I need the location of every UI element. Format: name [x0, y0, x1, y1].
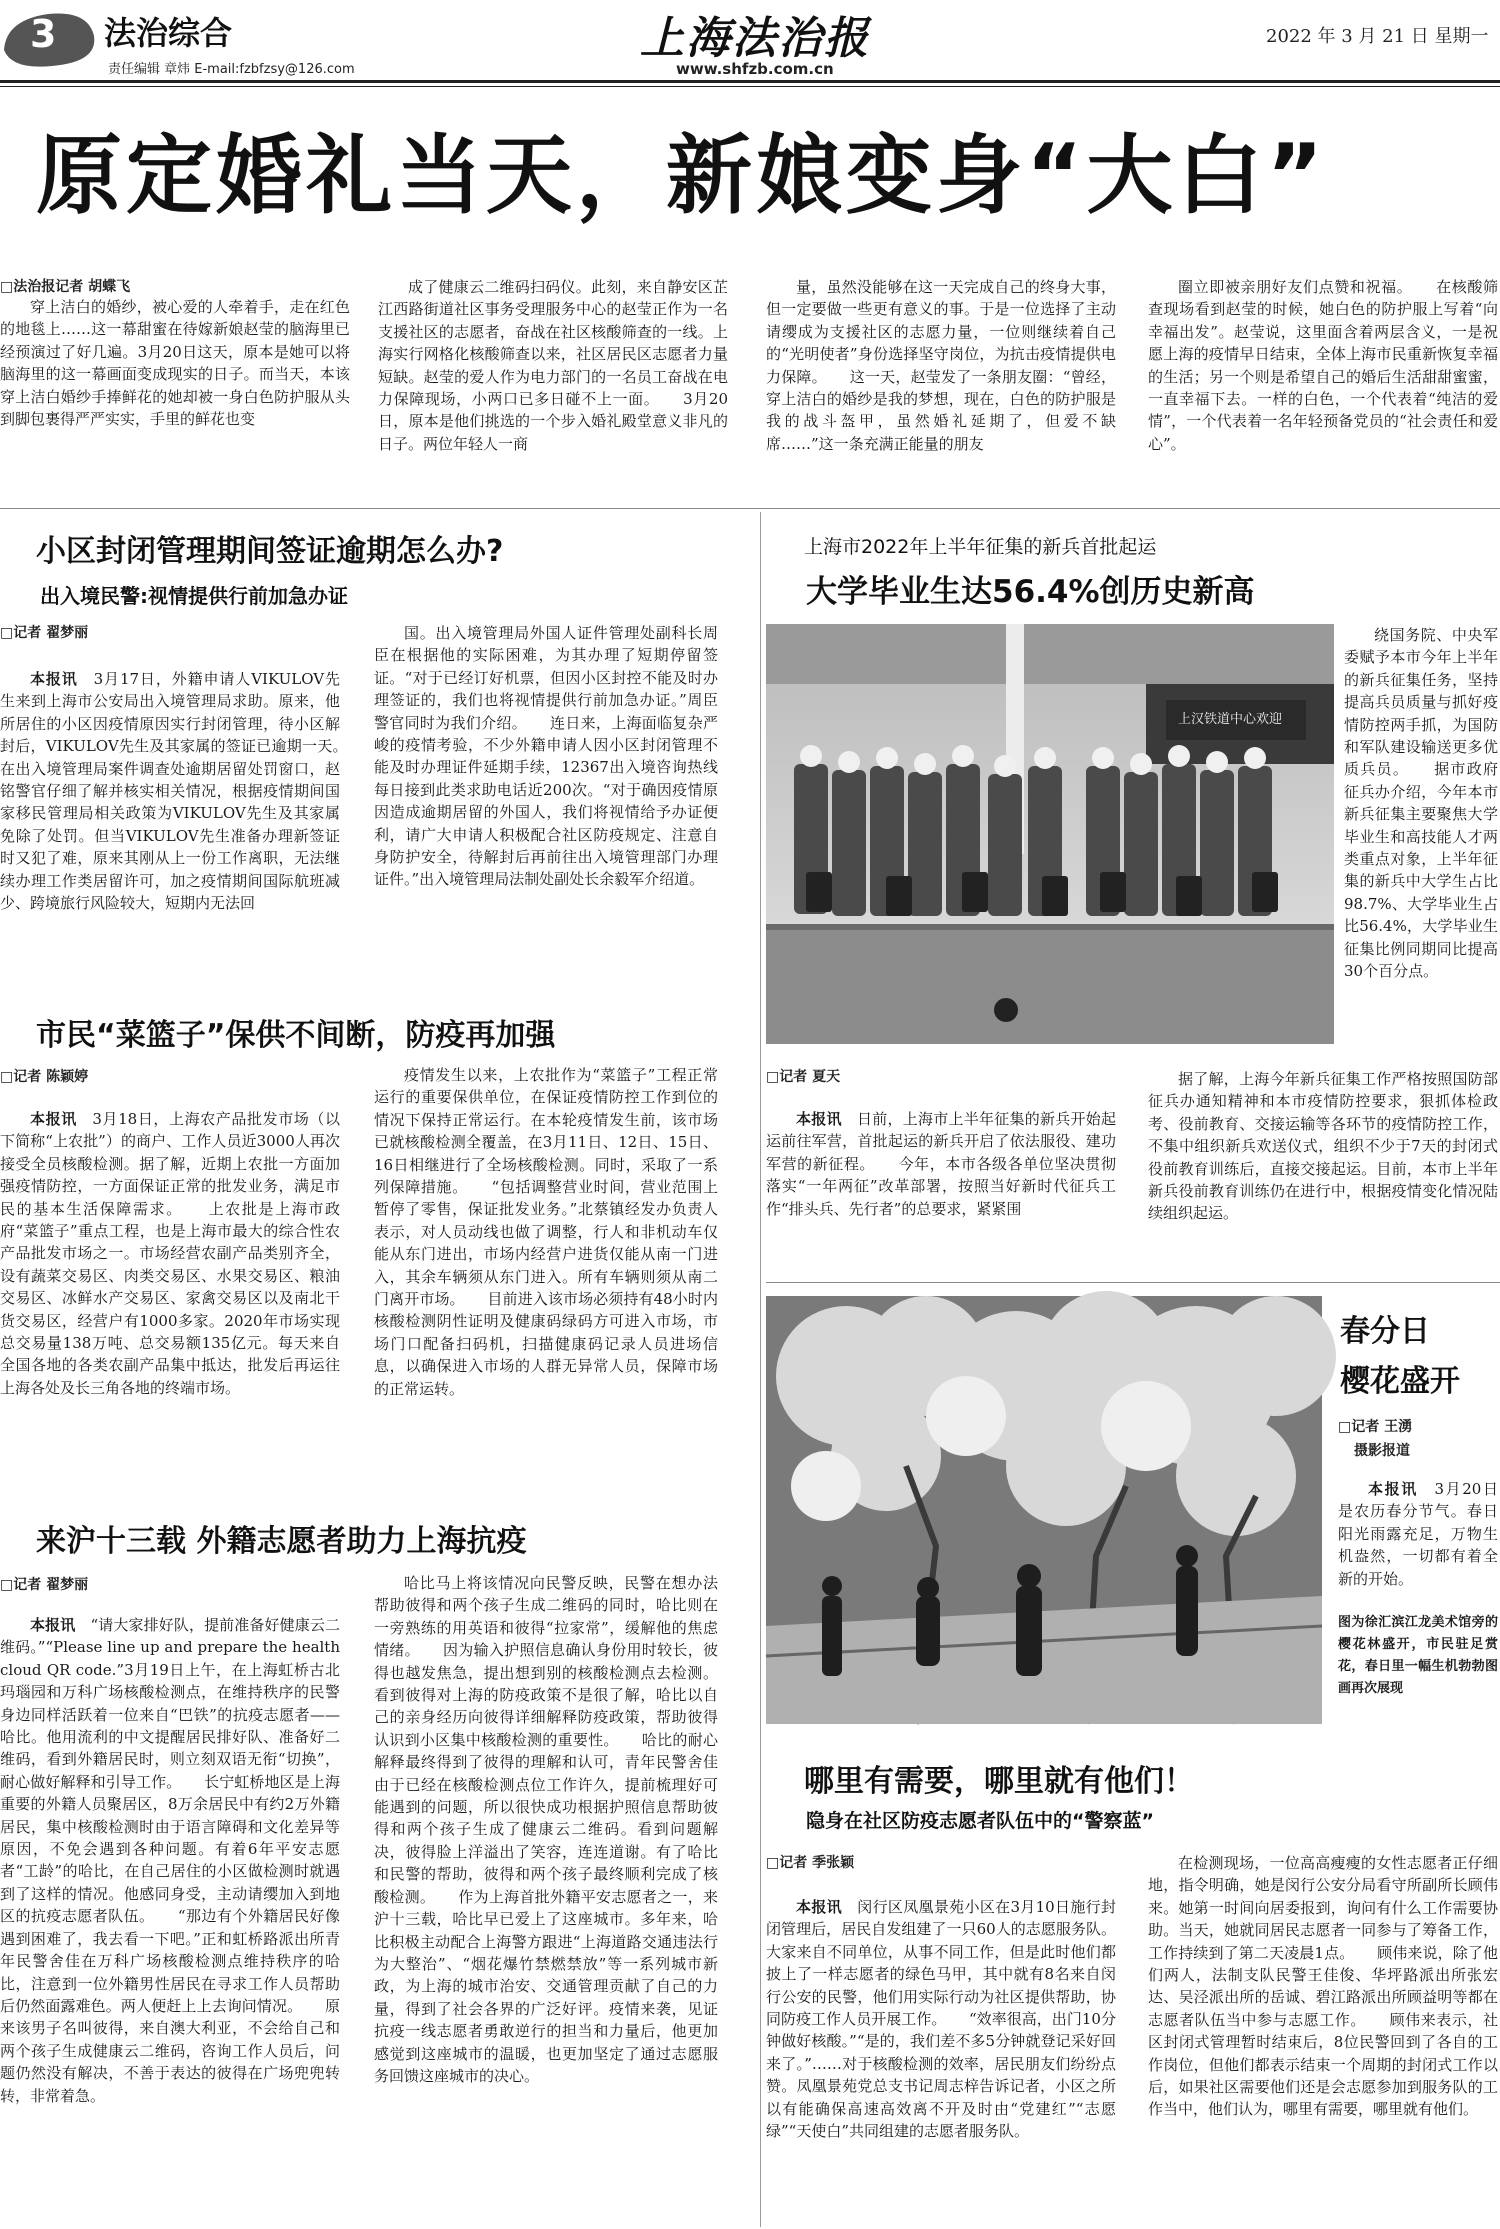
visa-headline: 小区封闭管理期间签证逾期怎么办? — [36, 534, 504, 569]
cherry-lead: 本报讯 — [1368, 1480, 1418, 1498]
market-headline: 市民“菜篮子”保供不间断，防疫再加强 — [36, 1018, 556, 1053]
police-lead: 本报讯 — [796, 1898, 842, 1916]
page-number: 3 — [30, 12, 57, 56]
police-col-1: 本报讯 闵行区凤凰景苑小区在3月10日施行封闭管理后，居民自发组建了一只60人的志愿服务队。大家来自不同单位，从事不同工作，但是此时他们都披上了一样志愿者的绿色马甲，其中就有8名来自闵行公安的民警，他们用实际行动为社区提供帮助，协同防疫工作人员开展工作。 “效率很高，出门10分钟做好核酸。”“是的，我们差不多5分钟就登记采好回来了。”……对于核酸检测的效率，居民朋友们纷纷点赞。凤凰景苑党总支书记周志梓告诉记者，小区之所以有能确保高速高效离不开及时由“党建红”“志愿绿”“天使白”共同组建的志愿者服务队。 — [766, 1898, 1116, 2141]
volunteer-lead: 本报讯 — [30, 1616, 76, 1634]
market-byline: □记者 陈颖婷 — [0, 1069, 89, 1085]
lead-headline: 原定婚礼当天，新娘变身“大白” — [36, 126, 1328, 226]
police-subhead: 隐身在社区防疫志愿者队伍中的“警察蓝” — [806, 1810, 1154, 1832]
market-col-2: 疫情发生以来，上农批作为“菜篮子”工程正常运行的重要保供单位，在保证疫情防控工作到位的情况下保持正常运行。在本轮疫情发生前，该市场已就核酸检测全覆盖，在3月11日、12日、15日、16日相继进行了全场核酸检测。同时，采取了一系列保障措施。 “包括调整营业时间，营业范围上暂停了零售，保证批发业务。”北蔡镇经发办负责人表示，对人员动线也做了调整，行人和非机动车仅能从东门进出，市场内经营户进货仅能从南一门进入，其余车辆须从东门进入。所有车辆则须从南二门离开市场。 目前进入该市场必须持有48小时内核酸检测阴性证明及健康码绿码方可进入市场，市场门口配备扫码机，扫描健康码记录人员进场信息，以确保进入市场的人群无异常人员，保障市场的正常运转。 — [374, 1066, 718, 1398]
cherry-blossom-photo-image — [766, 1296, 1322, 1724]
visa-col-2: 国。出入境管理局外国人证件管理处副科长周臣在根据他的实际困难，为其办理了短期停留签证。“对于已经订好机票，但因小区封控不能及时办理签证的，我们也将视情提供行前加急办证。”周臣警官同时为我们介绍。 连日来，上海面临复杂严峻的疫情考验，不少外籍申请人因小区封闭管理不能及时办理证件延期手续，12367出入境咨询热线每日接到此类求助电话近200次。“对于确因疫情原因造成逾期居留的外国人，我们将视情给予办证便利，请广大申请人积极配合社区防疫规定、注意自身防护安全，待解封后再前往出入境管理部门办理证件。”出入境管理局法制处副处长余毅军介绍道。 — [374, 624, 718, 889]
section-divider — [0, 508, 1500, 509]
police-headline: 哪里有需要，哪里就有他们！ — [804, 1764, 1194, 1799]
recruit-kicker: 上海市2022年上半年征集的新兵首批起运 — [804, 536, 1157, 558]
masthead-rule-thin — [0, 86, 1500, 87]
paper-name: 上海法治报 — [640, 13, 870, 64]
recruit-byline: □记者 夏天 — [766, 1069, 841, 1085]
lead-byline: □法治报记者 胡蝶飞 — [0, 279, 131, 295]
recruit-col-2: 据了解，上海今年新兵征集工作严格按照国防部征兵办通知精神和本市疫情防控要求，狠抓体检政考、役前教育、交接运输等各环节的疫情防控工作，不集中组织新兵欢送仪式，组织不少于7天的封闭式役前教育训练后，直接交接起运。目前，本市上半年新兵役前教育训练仍在进行中，根据疫情变化情况陆续组织起运。 — [1148, 1070, 1498, 1223]
section-title: 法治综合 — [104, 14, 233, 52]
column-divider — [760, 512, 761, 2227]
masthead-rule — [0, 80, 1500, 83]
volunteer-col-1: 本报讯 “请大家排好队，提前准备好健康云二维码。”“Please line up and prepare the health cloud QR code.”3月19日上午，在上海虹桥古北玛瑙园和万科广场核酸检测点，在维持秩序的民警身边同样活跃着一位来自“巴铁”的抗疫志愿者——哈比。他用流利的中文提醒居民排好队、准备好二维码，看到外籍居民时，则立刻双语无衔“切换”，耐心做好解释和引导工作。 长宁虹桥地区是上海重要的外籍人员聚居区，8万余居民中有约2万外籍居民，集中核酸检测时由于语言障碍和文化差异等原因，不免会遇到各种问题。有着6年平安志愿者“工龄”的哈比，在自己居住的小区做检测时就遇到了这样的情况。他感同身受，主动请缨加入到地区的抗疫志愿者队伍。 “那边有个外籍居民好像遇到困难了，我去看一下吧。”正和虹桥路派出所青年民警舍佳在万科广场核酸检测点维持秩序的哈比，注意到一位外籍男性居民在寻求工作人员帮助后仍然面露难色。两人便赶上上去询问情况。 原来该男子名叫彼得，来自澳大利亚，不会给自己和两个孩子生成健康云二维码，咨询工作人员后，问题仍然没有解决，不善于表达的彼得在广场兜兜转转，非常着急。 — [0, 1616, 340, 2105]
editor-line: 责任编辑 章炜 E-mail:fzbfzsy@126.com — [108, 62, 355, 77]
masthead — [0, 0, 1500, 84]
recruit-col-1: 本报讯 日前，上海市上半年征集的新兵开始起运前往军营，首批起运的新兵开启了依法服役、建功军营的新征程。 今年，本市各级各单位坚决贯彻落实“一年两征”改革部署，按照当好新时代征兵工作“排头兵、先行者”的总要求，紧紧围 — [766, 1110, 1116, 1218]
lead-col-1: 穿上洁白的婚纱，被心爱的人牵着手，走在红色的地毯上……这一幕甜蜜在待嫁新娘赵莹的脑海里已经预演过了好几遍。3月20日这天，原本是她可以将脑海里的这一幕画面变成现实的日子。而当天，本该穿上洁白婚纱手捧鲜花的她却被一身白色防护服从头到脚包裹得严严实实，手里的鲜花也变 — [0, 298, 350, 429]
visa-col-1: 本报讯 3月17日，外籍申请人VIKULOV先生来到上海市公安局出入境管理局求助。原来，他所居住的小区因疫情原因实行封闭管理，待小区解封后，VIKULOV先生及其家属的签证已逾期一天。 在出入境管理局案件调查处逾期居留处罚窗口，赵铭警官仔细了解并核实相关情况，根据疫情期间国家移民管理局相关政策为VIKULOV先生及其家属免除了处罚。但当VIKULOV先生准备办理新签证时又犯了难，原来其刚从上一份工作离职，无法继续办理工作类居留许可，加之疫情期间国际航班减少、跨境旅行风险较大，短期内无法回 — [0, 670, 371, 913]
recruit-headline: 大学毕业生达56.4%创历史新高 — [806, 574, 1255, 610]
market-lead: 本报讯 — [30, 1110, 77, 1128]
lead-col-2: 成了健康云二维码扫码仪。此刻，来自静安区芷江西路街道社区事务受理服务中心的赵莹正作为一名支援社区的志愿者，奋战在社区核酸筛查的一线。上海实行网格化核酸筛查以来，社区居民区志愿者力量短缺。赵莹的爱人作为电力部门的一名员工奋战在电力保障现场，小两口已多日碰不上一面。 3月20日，原本是他们挑选的一个步入婚礼殿堂意义非凡的日子。两位年轻人一商 — [378, 278, 728, 453]
lead-col-4: 圈立即被亲朋好友们点赞和祝福。 在核酸筛查现场看到赵莹的时候，她白色的防护服上写着“向幸福出发”。赵莹说，这里面含着两层含义，一是祝愿上海的疫情早日结束，全体上海市民重新恢复幸福的生活；另一个则是希望自己的婚后生活甜甜蜜蜜，一直幸福下去。一样的白色，一个代表着“纯洁的爱情”，一个代表着一名年轻预备党员的“社会责任和爱心”。 — [1148, 278, 1498, 453]
market-col-1: 本报讯 3月18日，上海农产品批发市场（以下简称“上农批”）的商户、工作人员近3000人再次接受全员核酸检测。据了解，近期上农批一方面加强疫情防控，一方面保证正常的批发业务，满足市民的基本生活保障需求。 上农批是上海市政府“菜篮子”重点工程，也是上海市最大的综合性农产品批发市场之一。市场经营农副产品类别齐全，设有蔬菜交易区、肉类交易区、水果交易区、粮油交易区、冰鲜水产交易区、家禽交易区以及南北干货交易区，经营户有1000多家。2020年市场实现总交易量138万吨、总交易额135亿元。每天来自全国各地的各类农副产品集中抵达，批发后再运往上海各处及长三角各地的终端市场。 — [0, 1110, 340, 1397]
website: www.shfzb.com.cn — [676, 60, 834, 78]
cherry-headline-line-1: 春分日 — [1340, 1314, 1430, 1349]
recruits-photo-image — [766, 624, 1334, 1044]
volunteer-col-2: 哈比马上将该情况向民警反映，民警在想办法帮助彼得和两个孩子生成二维码的同时，哈比则在一旁熟练的用英语和彼得“拉家常”，缓解他的焦虑情绪。 因为输入护照信息确认身份用时较长，彼得也越发焦急，提出想到别的核酸检测点去检测。看到彼得对上海的防疫政策不是很了解，哈比以自己的亲身经历向彼得详细解释防疫政策，帮助彼得认识到小区集中核酸检测的重要性。 哈比的耐心解释最终得到了彼得的理解和认可，青年民警舍佳由于已经在核酸检测点位工作许久，提前梳理好可能遇到的问题，所以很快成功根据护照信息帮助彼得和两个孩子生成了健康云二维码。看到问题解决，彼得脸上洋溢出了笑容，连连道谢。有了哈比和民警的帮助，彼得和两个孩子最终顺利完成了核酸检测。 作为上海首批外籍平安志愿者之一，来沪十三载，哈比早已爱上了这座城市。多年来，哈比积极主动配合上海警方跟进“上海道路交通违法行为大整治”、“烟花爆竹禁燃禁放”等一系列城市新政，为上海的城市治安、交通管理贡献了自己的力量，得到了社会各界的广泛好评。疫情来袭，见证抗疫一线志愿者勇敢逆行的担当和力量后，他更加感觉到这座城市的温暖，也更加坚定了通过志愿服务回馈这座城市的决心。 — [374, 1574, 718, 2085]
lead-col-3: 量，虽然没能够在这一天完成自己的终身大事，但一定要做一些更有意义的事。于是一位选择了主动请缨成为支援社区的志愿力量，一位则继续着自己的“光明使者”身份选择坚守岗位，为抗击疫情提供电力保障。 这一天，赵莹发了一条朋友圈：“曾经，穿上洁白的婚纱是我的梦想，现在，白色的防护服是我的战斗盔甲，虽然婚礼延期了，但爱不缺席……”这一条充满正能量的朋友 — [766, 278, 1116, 453]
recruit-lead: 本报讯 — [796, 1110, 842, 1128]
recruits-photo-sign: 上汉铁道中心欢迎 — [1178, 712, 1283, 727]
cherry-body: 本报讯 3月20日是农历春分节气。春日阳光雨露充足，万物生机盎然，一切都有着全新的开始。 — [1338, 1480, 1498, 1588]
cherry-headline-line-2: 樱花盛开 — [1340, 1364, 1460, 1399]
visa-lead: 本报讯 — [30, 670, 78, 688]
police-col-2: 在检测现场，一位高高瘦瘦的女性志愿者正仔细地，指令明确，她是闵行公安分局看守所副所长顾伟来。她第一时间向居委报到，询问有什么工作需要协助。当天，她就同居民志愿者一同参与了筹备工作，工作持续到了第二天凌晨1点。 顾伟来说，除了他们两人，法制支队民警王佳俊、华坪路派出所张宏达、吴泾派出所的岳诚、碧江路派出所顾益明等都在志愿者队伍当中参与志愿工作。 顾伟来表示，社区封闭式管理暂时结束后，8位民警回到了各自的工作岗位，但他们都表示结束一个周期的封闭式工作以后，如果社区需要他们还是会志愿参加到服务队的工作当中，他们认为，哪里有需要，哪里就有他们。 — [1148, 1854, 1498, 2119]
recruits-photo — [766, 624, 1334, 1044]
cherry-byline-photo: 摄影报道 — [1354, 1443, 1410, 1459]
cherry-blossom-photo — [766, 1296, 1322, 1724]
volunteer-byline: □记者 翟梦丽 — [0, 1577, 89, 1593]
volunteer-headline: 来沪十三载 外籍志愿者助力上海抗疫 — [36, 1524, 527, 1559]
section-divider-right — [766, 1282, 1500, 1283]
cherry-caption: 图为徐汇滨江龙美术馆旁的樱花林盛开，市民驻足赏花，春日里一幅生机勃勃图画再次展现 — [1338, 1615, 1498, 1696]
visa-subhead: 出入境民警:视情提供行前加急办证 — [40, 584, 348, 608]
police-byline: □记者 季张颖 — [766, 1855, 855, 1871]
visa-byline: □记者 翟梦丽 — [0, 625, 89, 641]
recruit-side-col: 绕国务院、中央军委赋予本市今年上半年的新兵征集任务，坚持提高兵员质量与抓好疫情防控两手抓，为国防和军队建设输送更多优质兵员。 据市政府征兵办介绍，今年本市新兵征集主要聚焦大学毕业生和高技能人才两类重点对象，上半年征集的新兵中大学生占比98.7%、大学毕业生占比56.4%，大学毕业生征集比例同期同比提高30个百分点。 — [1344, 626, 1498, 981]
cherry-byline: □记者 王湧 — [1338, 1419, 1413, 1435]
issue-date: 2022 年 3 月 21 日 星期一 — [1266, 26, 1489, 47]
